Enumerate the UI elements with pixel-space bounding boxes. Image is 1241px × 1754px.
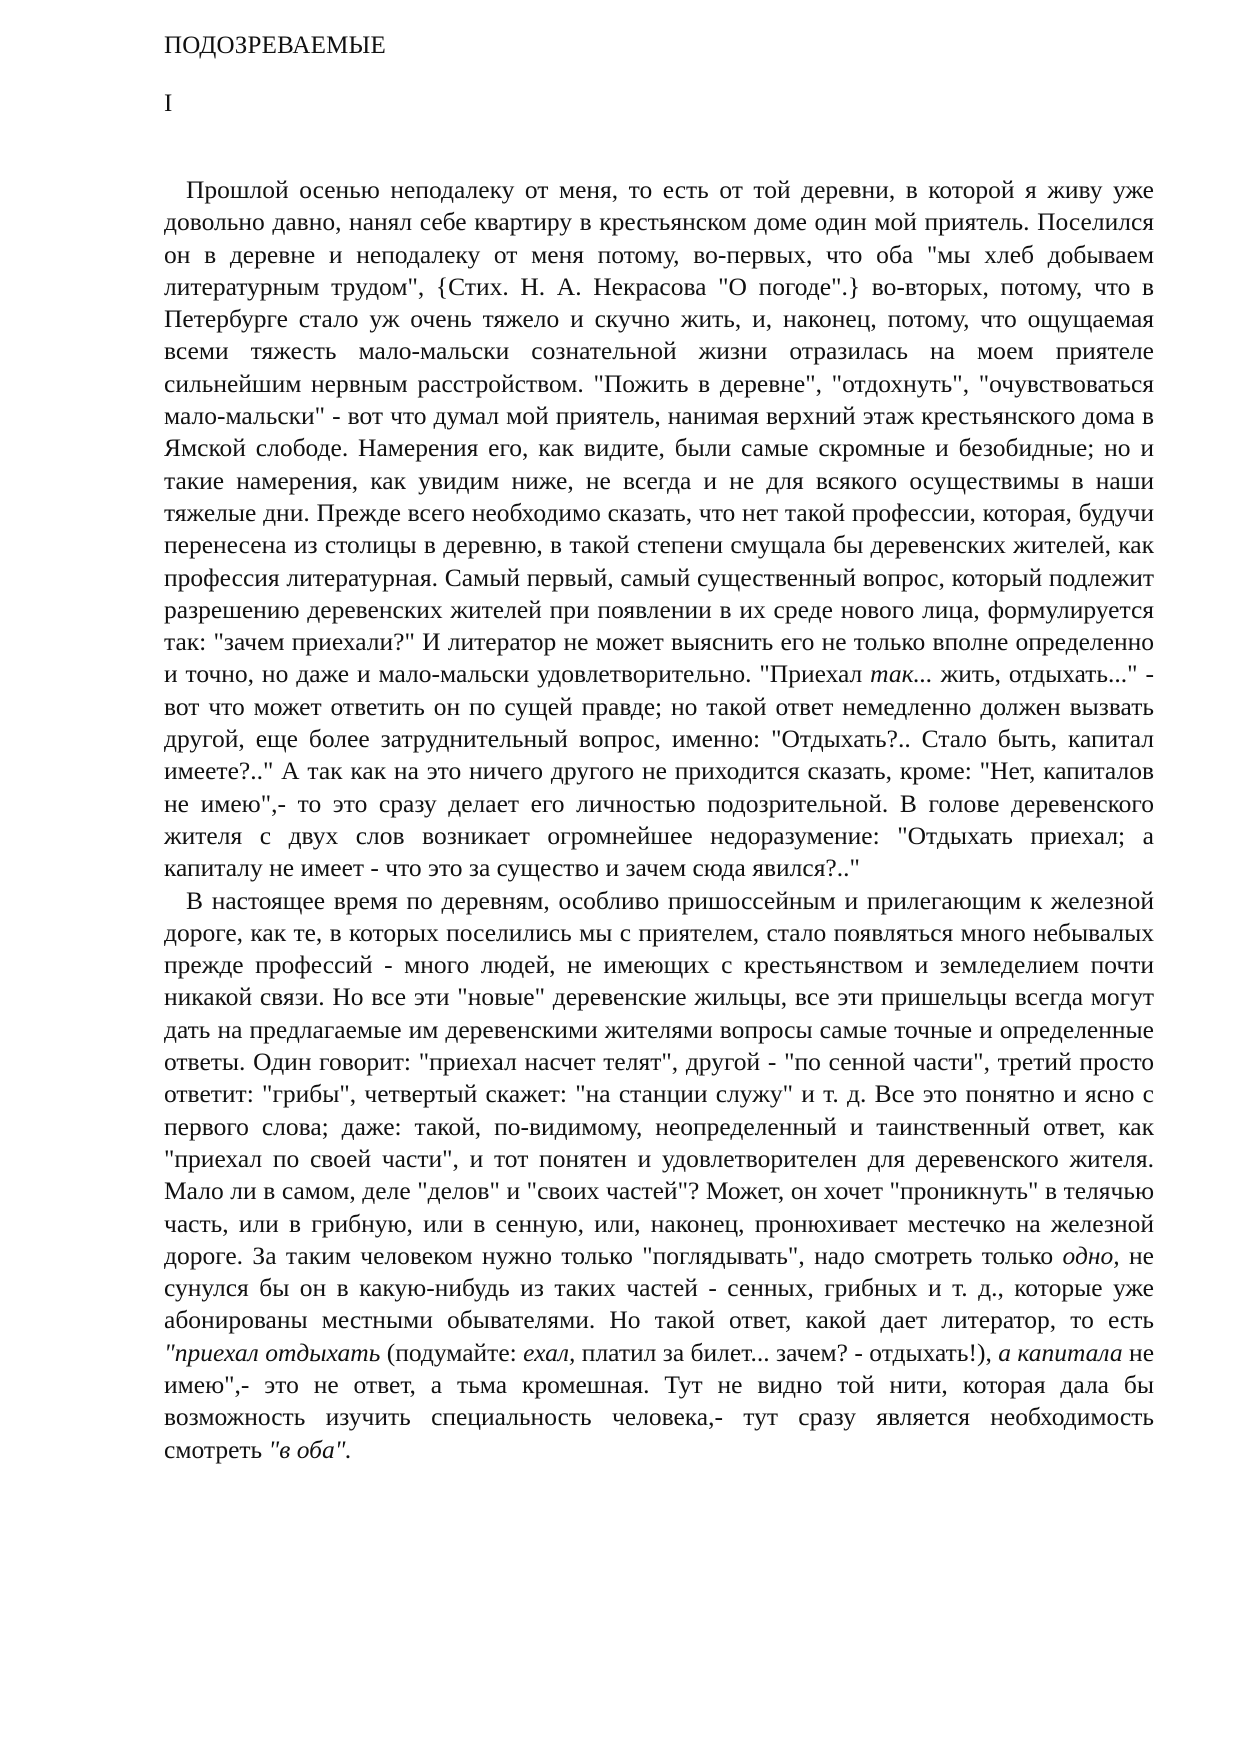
italic-text: "приехал отдыхать xyxy=(164,1337,381,1367)
italic-text: одно, xyxy=(1062,1240,1120,1270)
italic-text: а капитала xyxy=(998,1337,1123,1367)
text-run: платил за билет... зачем? - отдыхать!), xyxy=(575,1337,999,1367)
italic-text: ехал, xyxy=(523,1337,576,1367)
text-run: В настоящее время по деревням, особливо пришоссейным и прилегающим к железной дороге, как те, в которых поселились мы с приятелем, стало появляться много небывалых прежде профессий - много людей, не имеющих с крестьянством и земледелием почти никакой связи. Но все эти "новые" деревенские жильцы, все эти пришельцы всегда могут дать на предлагаемые им деревенскими жителями вопросы самые точные и определенные ответы. Один говорит: "приехал насчет телят", другой - "по сенной части", третий просто ответит: "грибы", четвертый скажет: "на станции служу" и т. д. Все это понятно и ясно с первого слова; даже: такой, по-видимому, неопределенный и таинственный ответ, как "приехал по своей части", и тот понятен и удовлетворителен для деревенского жителя. Мало ли в самом, деле "делов" и "своих частей"? Может, он хочет "проникнуть" в телячью часть, или в грибную, или в сенную, или, наконец, пронюхивает местечко на железной дороге. За таким человеком нужно только "поглядывать", надо смотреть только xyxy=(164,885,1154,1270)
text-run: (подумайте: xyxy=(380,1337,524,1367)
document-title: ПОДОЗРЕВАЕМЫЕ xyxy=(164,32,386,59)
document-page xyxy=(164,26,1154,1466)
text-run: жить, отдыхать..." - вот что может ответить он по сущей правде; но такой ответ немедленно должен вызвать другой, еще более затруднительный вопрос, именно: "Отдыхать?.. Стало быть, капитал имеете?.." А так как на это ничего другого не приходится сказать, кроме: "Нет, капиталов не имею",- то это сразу делает его личностью подозрительной. В голове деревенского жителя с двух слов возникает огромнейшее недоразумение: "Отдыхать приехал; а капиталу не имеет - что это за существо и зачем сюда явился?.." xyxy=(164,659,1154,883)
body-text xyxy=(164,174,1154,1466)
paragraph xyxy=(164,885,1154,1466)
italic-text: "в оба". xyxy=(268,1434,352,1464)
paragraph xyxy=(164,174,1154,885)
text-run: Прошлой осенью неподалеку от меня, то есть от той деревни, в которой я живу уже довольно давно, нанял себе квартиру в крестьянском доме один мой приятель. Поселился он в деревне и неподалеку от меня потому, во-первых, что оба "мы хлеб добываем литературным трудом", {Стих. Н. А. Некрасова "О погоде".} во-вторых, потому, что в Петербурге стало уж очень тяжело и скучно жить, и, наконец, потому, что ощущаемая всеми тяжесть мало-мальски сознательной жизни отразилась на моем приятеле сильнейшим нервным расстройством. "Пожить в деревне", "отдохнуть", "очувствоваться мало-мальски" - вот что думал мой приятель, нанимая верхний этаж крестьянского дома в Ямской слободе. Намерения его, как видите, были самые скромные и безобидные; но и такие намерения, как увидим ниже, не всегда и не для всякого осуществимы в наши тяжелые дни. Прежде всего необходимо сказать, что нет такой профессии, которая, будучи перенесена из столицы в деревню, в такой степени смущала бы деревенских жителей, как профессия литературная. Самый первый, самый существенный вопрос, который подлежит разрешению деревенских жителей при появлении в их среде нового лица, формулируется так: "зачем приехали?" И литератор не может выяснить его не только вполне определенно и точно, но даже и мало-мальски удовлетворительно. "Приехал xyxy=(164,175,1154,689)
text-run: не имею",- это не ответ, а тьма кромешная. Тут не видно той нити, которая дала бы возможность изучить специальность человека,- тут сразу является необходимость смотреть xyxy=(164,1337,1155,1464)
chapter-number: I xyxy=(164,90,173,117)
italic-text: так... xyxy=(870,659,933,689)
text-run: не сунулся бы он в какую-нибудь из таких частей - сенных, грибных и т. д., которые уже абонированы местными обывателями. Но такой ответ, какой дает литератор, то есть xyxy=(164,1240,1154,1335)
